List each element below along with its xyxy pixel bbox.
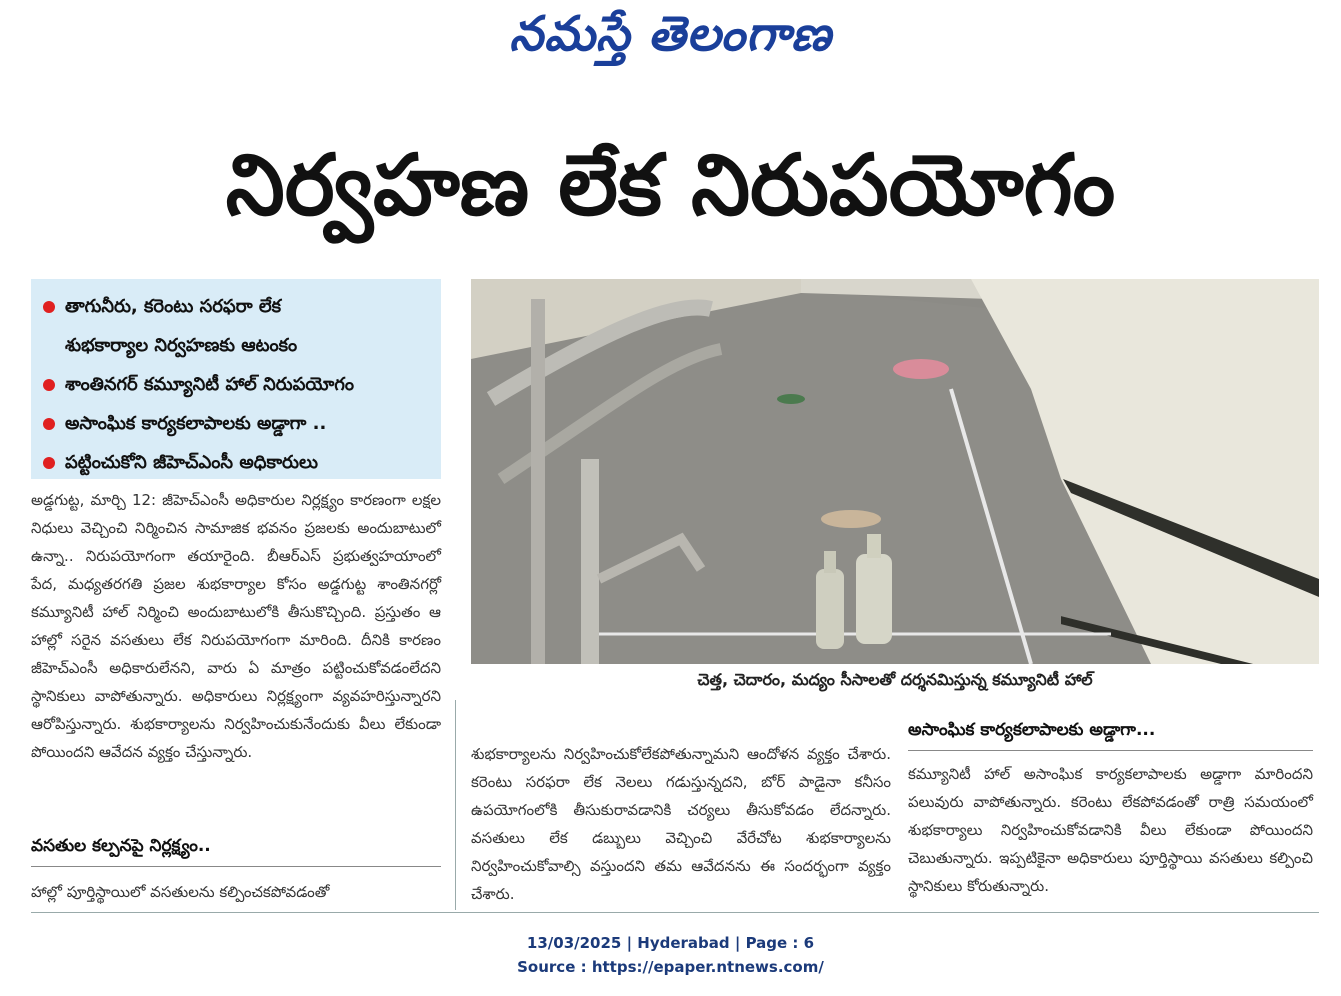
- highlight-item: పట్టించుకోని జీహెచ్ఎంసీ అధికారులు: [39, 443, 431, 482]
- news-photo: [471, 279, 1319, 664]
- bullet-dot-icon: [43, 379, 55, 391]
- community-hall-photo: [471, 279, 1319, 664]
- article-column-2: [471, 740, 891, 908]
- bottom-rule: [31, 912, 1319, 913]
- footer-date-page: 13/03/2025 | Hyderabad | Page : 6: [526, 934, 815, 952]
- subheading-facilities: వసతుల కల్పనపై నిర్లక్ష్యం..: [31, 836, 441, 867]
- highlight-item: శుభకార్యాల నిర్వహణకు ఆటంకం: [65, 335, 298, 356]
- highlights-box: [31, 279, 441, 479]
- article-paragraph: అడ్డగుట్ట, మార్చి 12: జీహెచ్ఎంసీ అధికారుల నిర్లక్ష్యం కారణంగా లక్షల నిధులు వెచ్చించి నిర్మించిన సామాజిక భవనం ప్రజలకు అందుబాటులో ఉన్నా.. నిరుపయోగంగా తయారైంది. బీఆర్ఎస్ ప్రభుత్వహయాంలో పేద, మధ్యతరగతి ప్రజల శుభకార్యాల కోసం అడ్డగుట్ట శాంతినగర్లో కమ్యూనిటీ హాల్ నిర్మించి అందుబాటులోకి తీసుకొచ్చింది. ప్రస్తుతం ఆ హాల్లో సరైన వసతులు లేక నిరుపయోగంగా మారింది. దీనికి కారణం జీహెచ్ఎంసీ అధికారులేనని, వారు ఏ మాత్రం పట్టించుకోవడంలేదని స్థానికులు వాపోతున్నారు. అధికారులు నిర్లక్ష్యంగా వ్యవహరిస్తున్నారని ఆరోపిస్తున్నారు. శుభకార్యాలను నిర్వహించుకునేందుకు వీలు లేకుండా పోయిందని ఆవేదన వ్యక్తం చేస్తున్నారు.: [31, 491, 441, 761]
- column-divider: [455, 700, 456, 910]
- bullet-dot-icon: [43, 301, 55, 313]
- article-paragraph: శుభకార్యాలను నిర్వహించుకోలేకపోతున్నామని ఆందోళన వ్యక్తం చేశారు. కరెంటు సరఫరా లేక నెలలు గడుస్తున్నదని, బోర్ పాడైనా కనీసం ఉపయోగంలోకి తీసుకురావడానికి చర్యలు తీసుకోవడం లేదన్నారు. వసతులు లేక డబ్బులు వెచ్చించి వేరేచోట శుభకార్యాలను నిర్వహించుకోవాల్సి వస్తుందని తమ ఆవేదనను ఈ సందర్భంగా వ్యక్తం చేశారు.: [471, 745, 891, 903]
- article-column-1-continued: [31, 878, 441, 906]
- article-paragraph: కమ్యూనిటీ హాల్ అసాంఘిక కార్యకలాపాలకు అడ్డాగా మారిందని పలువురు వాపోతున్నారు. కరెంటు లేకపోవడంతో రాత్రి సమయంలో శుభకార్యాలు నిర్వహించుకోవడానికి వీలు లేకుండా పోయిందని చెబుతున్నారు. ఇప్పటికైనా అధికారులు పూర్తిస్థాయి వసతులు కల్పించి స్థానికులు కోరుతున్నారు.: [908, 765, 1313, 895]
- bullet-dot-icon: [43, 457, 55, 469]
- article-paragraph: హాల్లో పూర్తిస్థాయిలో వసతులను కల్పించకపోవడంతో: [31, 883, 330, 901]
- article-column-1: [31, 486, 441, 766]
- footer-source-link[interactable]: Source : https://epaper.ntnews.com/: [517, 958, 824, 976]
- highlight-item: అసాంఘిక కార్యకలాపాలకు అడ్డాగా ..: [39, 404, 431, 443]
- photo-caption: చెత్త, చెదారం, మద్యం సీసాలతో దర్శనమిస్తున్న కమ్యూనిటీ హాల్: [697, 670, 1093, 689]
- subheading-antisocial: అసాంఘిక కార్యకలాపాలకు అడ్డాగా...: [908, 720, 1313, 751]
- masthead-logo: నమస్తే తెలంగాణ: [509, 6, 832, 62]
- headline: నిర్వహణ లేక నిరుపయోగం: [225, 136, 1116, 234]
- article-column-3: [908, 760, 1313, 900]
- highlight-item: తాగునీరు, కరెంటు సరఫరా లేక: [39, 287, 431, 326]
- bullet-dot-icon: [43, 418, 55, 430]
- highlight-item: శాంతినగర్ కమ్యూనిటీ హాల్ నిరుపయోగం: [39, 365, 431, 404]
